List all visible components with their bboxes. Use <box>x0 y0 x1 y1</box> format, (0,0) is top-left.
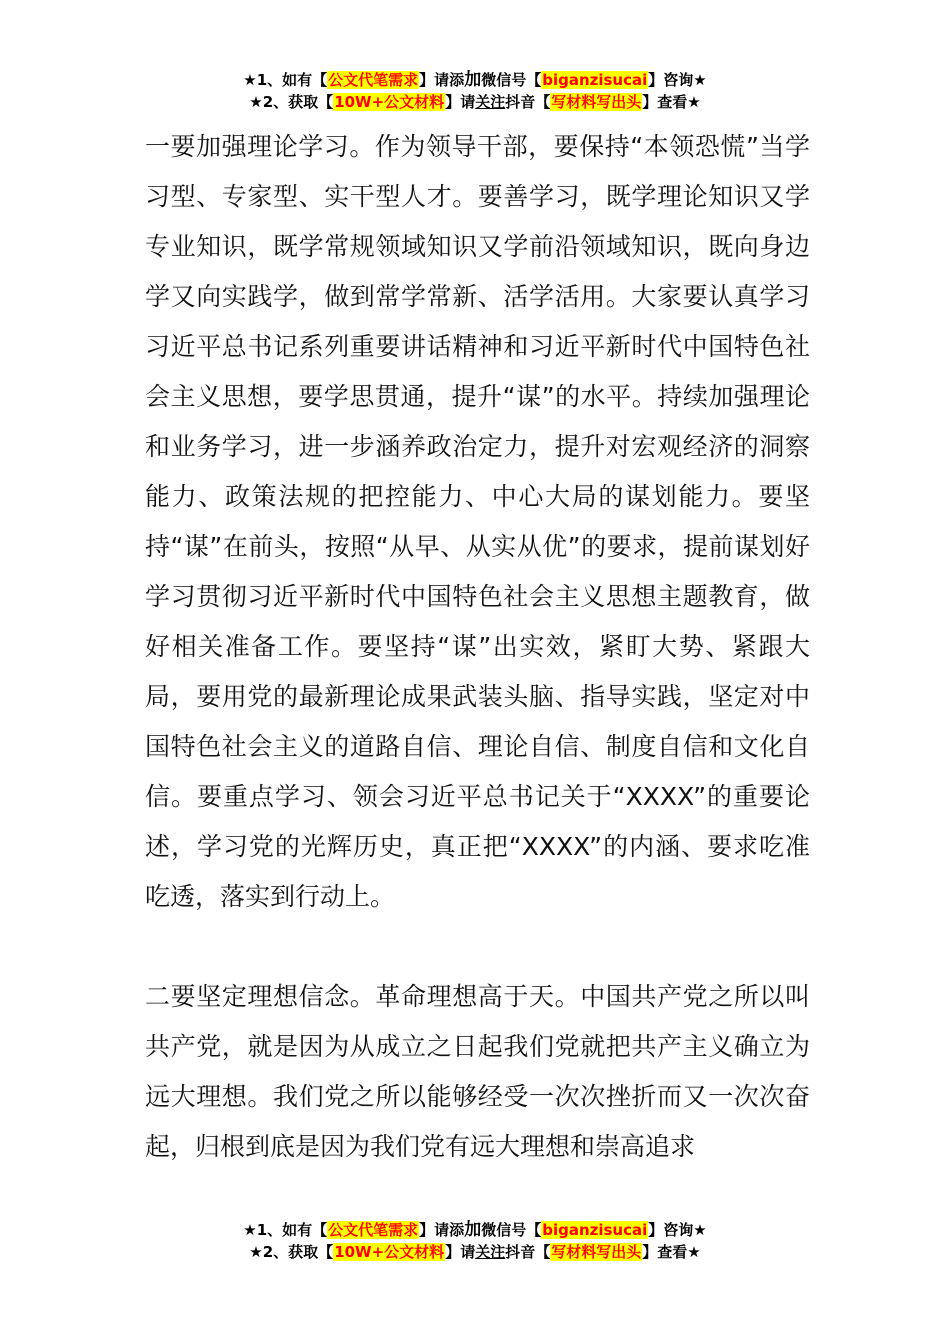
highlight-wechat-id: biganzisucai <box>542 1221 648 1239</box>
banner-text: 】查看★ <box>642 1243 701 1261</box>
banner-text: 微信号【 <box>481 71 542 89</box>
header-banner-line-1 <box>0 69 950 91</box>
highlight-materials-label: 10W+公文材料 <box>334 93 445 111</box>
highlight-douyin-account: 写材料写出头 <box>551 93 642 111</box>
paragraph-ideals-beliefs: 二要坚定理想信念。革命理想高于天。中国共产党之所以叫共产党，就是因为从成立之日起我们党就把共产主义确立为远大理想。我们党之所以能够经受一次次挫折而又一次次奋起，归根到底是因为我们党有远大理想和崇高追求 <box>145 982 810 1161</box>
paragraph-theory-study: 一要加强理论学习。作为领导干部，要保持“本领恐慌”当学习型、专家型、实干型人才。要善学习，既学理论知识又学专业知识，既学常规领域知识又学前沿领域知识，既向身边学又向实践学，做到常学常新、活学活用。大家要认真学习习近平总书记系列重要讲话精神和习近平新时代中国特色社会主义思想，要学思贯通，提升“谋”的水平。持续加强理论和业务学习，进一步涵养政治定力，提升对宏观经济的洞察能力、政策法规的把控能力、中心大局的谋划能力。要坚持“谋”在前头，按照“从早、从实从优”的要求，提前谋划好学习贯彻习近平新时代中国特色社会主义思想主题教育，做好相关准备工作。要坚持“谋”出实效，紧盯大势、紧跟大局，要用党的最新理论成果武装头脑、指导实践，坚定对中国特色社会主义的道路自信、理论自信、制度自信和文化自信。要重点学习、领会习近平总书记关于“XXXX”的重要论述，学习党的光辉历史，真正把“XXXX”的内涵、要求吃准吃透，落实到行动上。 <box>145 132 810 911</box>
banner-text: 抖音【 <box>505 93 551 111</box>
footer-banner-line-2 <box>0 1241 950 1263</box>
highlight-service-label: 公文代笔需求 <box>328 1221 419 1239</box>
banner-emphasis: 关注 <box>475 1243 506 1261</box>
banner-text: 】请 <box>445 1243 476 1261</box>
banner-text: 】查看★ <box>642 93 701 111</box>
highlight-douyin-account: 写材料写出头 <box>551 1243 642 1261</box>
banner-text: ★1、如有【 <box>243 1221 328 1239</box>
banner-emphasis: 关注 <box>475 93 506 111</box>
banner-text: 】请添 <box>419 71 465 89</box>
banner-text: 】请添 <box>419 1221 465 1239</box>
document-body <box>145 122 810 1172</box>
banner-text: 微信号【 <box>481 1221 542 1239</box>
banner-text: ★2、获取【 <box>249 93 334 111</box>
footer-banner <box>0 1219 950 1263</box>
highlight-wechat-id: biganzisucai <box>542 71 648 89</box>
banner-emphasis: 加 <box>464 1220 482 1240</box>
banner-text: ★2、获取【 <box>249 1243 334 1261</box>
banner-emphasis: 加 <box>464 70 482 90</box>
banner-text: 】咨询★ <box>648 71 707 89</box>
header-banner <box>0 69 950 113</box>
banner-text: 抖音【 <box>505 1243 551 1261</box>
highlight-service-label: 公文代笔需求 <box>328 71 419 89</box>
banner-text: 】咨询★ <box>648 1221 707 1239</box>
header-banner-line-2 <box>0 91 950 113</box>
banner-text: ★1、如有【 <box>243 71 328 89</box>
footer-banner-line-1 <box>0 1219 950 1241</box>
highlight-materials-label: 10W+公文材料 <box>334 1243 445 1261</box>
banner-text: 】请 <box>445 93 476 111</box>
